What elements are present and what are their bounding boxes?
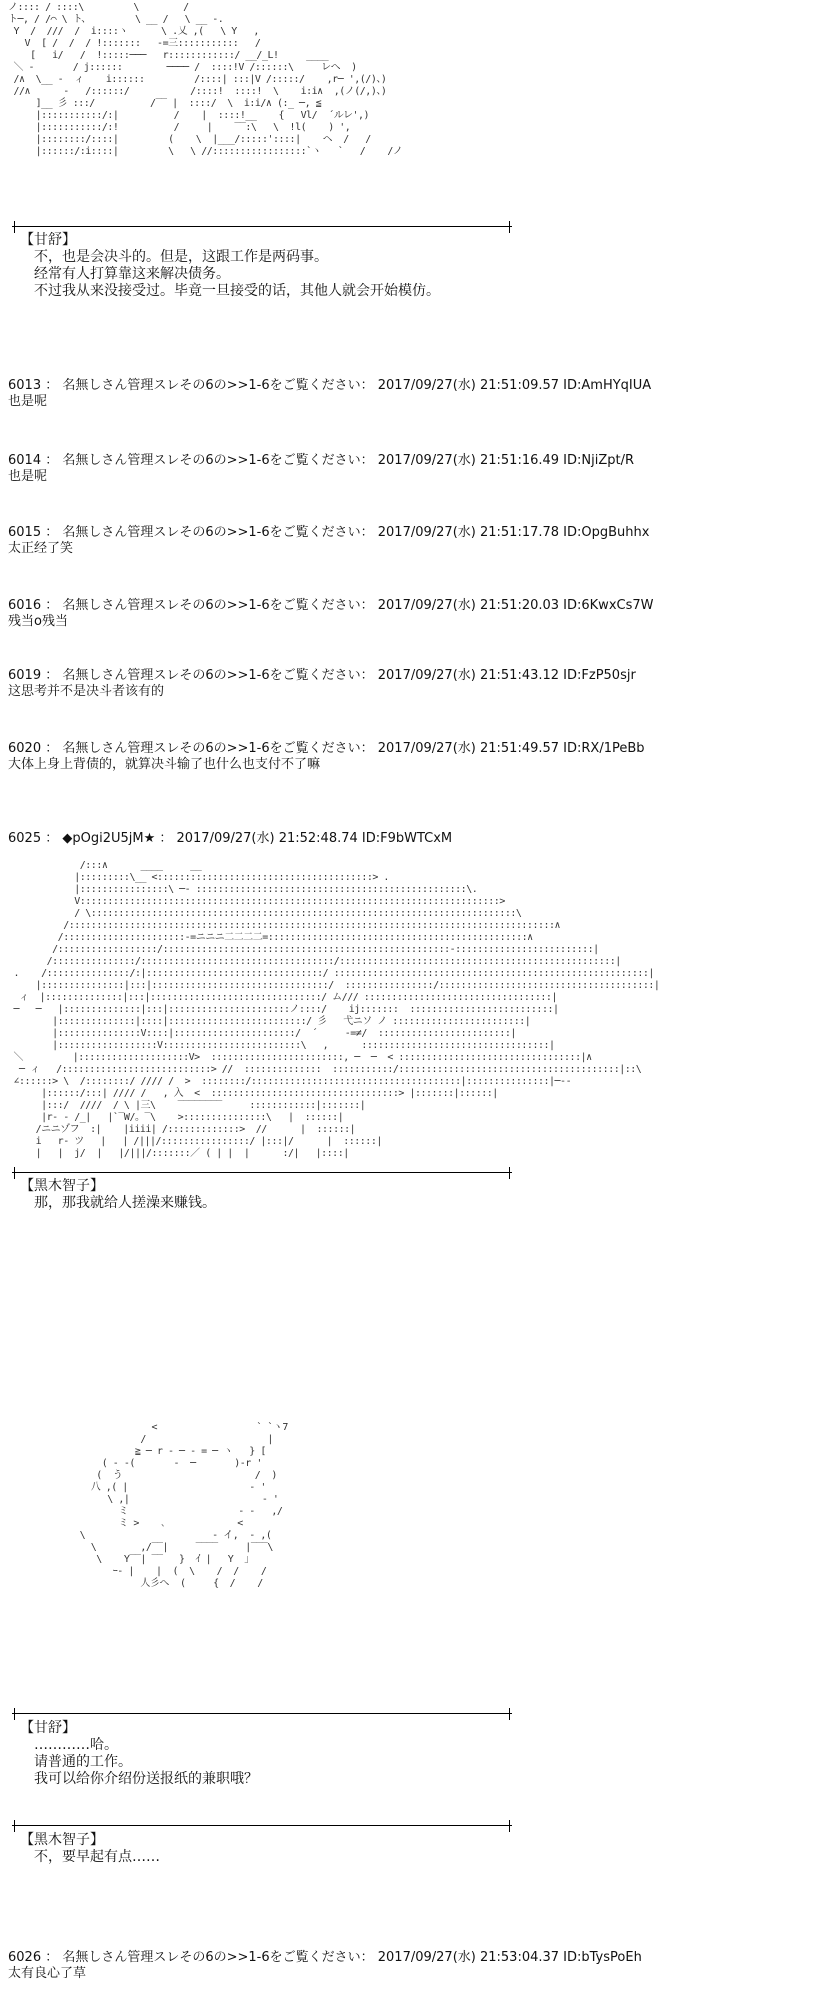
post-body: 太有良心了草 <box>8 1966 87 1981</box>
dialogue-line: …………哈。 <box>34 1737 118 1753</box>
post-body: 这思考并不是决斗者该有的 <box>8 684 165 699</box>
divider-tick <box>14 221 15 233</box>
divider-tick <box>14 1820 15 1832</box>
post-item <box>8 1950 642 1982</box>
post-header: 6025 ： ◆pOgi2U5jM★ ： 2017/09/27(水) 21:52:48.74 ID:F9bWTCxM <box>8 831 453 846</box>
post-body: 也是呢 <box>8 469 48 484</box>
ascii-art-2: /:::∧ ____ __ |:::::::::\__ <:::::::::::::::::::::::::::::::::::::::> . |::::::::::::::::\ ─‐ :::::::::::::::::::::::::::::::::::::::::::::::::\. V::::::::::::::::::::::::::::::::::::::::::::::::::::::::::::::::::::::::::::> / \:::::::::::::::::::::::::::::::::::::::::::::::::::::::::::::::::::::::::::::\ /::::::::::::::::::::::::::::::::::::::::::::::::::::::::::::::::::::::::::::::::::::::::∧ /::::::::::::::::::::::‐=ニニニ二二二二=:::::::::::::::::::::::::::::::::::::::::::::::∧ /::::::::::::::::::/::::::::::::::::::::::::::::::::::::::::::::::::::::‐:::::::::::::::::::::::::| /:::::::::::::::/:::::::::::::::::::::::::::::::::::/::::::::::::::::::::::::::::::::::::::::::::::::::| . /:::::::::::::::/:|::::::::::::::::::::::::::::::::/ :::::::::::::::::::::::::::::::::::::::::::::::::::::::::| |:::::::::::::::|:::|::::::::::::::::::::::::::::::::/ ::::::::::::::::/:::::::::::::::::::::::::::::::::::::::| ィ |::::::::::::::|:::|:::::::::::::::::::::::::::::::/ ム/// ::::::::::::::::::::::::::::::::::| ─ ─ |::::::::::::::|:::|::::::::::::::::::::::ノ::::/ ij::::::: ::::::::::::::::::::::::::| |::::::::::::::|::::|:::::::::::::::::::::::::/ 彡 弋ニソ ノ ::::::::::::::::::::::::| |:::::::::::::::V::::|::::::::::::::::::::::/ ´ ‐=≠/ ::::::::::::::::::::::::| |::::::::::::::::::V:::::::::::::::::::::::::\ , ::::::::::::::::::::::::::::::::::| ＼ |::::::::::::::::::::V> ::::::::::::::::::::::::, ─ ─ < :::::::::::::::::::::::::::::::::|∧ ─ ィ /:::::::::::::::::::::::::::> // :::::::::::::: :::::::::::/::::::::::::::::::::::::::::::::::::::::|::\ ∠::::::> \ /::::::::/ //// / > ::::::::/::::::::::::::::::::::::::::::::::::::|:::::::::::::::|─‐‐ |::::::/:::| //// / , 入 < ::::::::::::::::::::::::::::::::::> |:::::::|::::::| |:::/ //// / \ |三\ ‾‾‾‾‾‾‾‾ ::::::::::::|:::::::| |r‐ ‐ /_| |`‾W/。‾\ >:::::::::::::::\ | ::::::| /ニニゾフ :| |iiii| /:::::::::::::> // | ::::::| i r‐ ツ | | /|||/::::::::::::::::/ |:::|/ | ::::::| | | j/ | |/|||/:::::::／ ( | | | :/| |::::| <box>13 860 660 1159</box>
dialogue-line: 我可以给你介绍份送报纸的兼职哦？ <box>34 1771 258 1787</box>
divider-tick <box>14 1708 15 1720</box>
post-item <box>8 525 649 557</box>
divider-3 <box>12 1713 512 1714</box>
dialogue-block <box>20 232 440 300</box>
divider-tick <box>509 1708 510 1720</box>
post-header: 6014 ： 名無しさん管理スレその6の>>1-6をご覧ください： 2017/09/27(水) 21:51:16.49 ID:NjiZpt/R <box>8 453 635 468</box>
speaker-name: 【甘舒】 <box>20 232 76 248</box>
post-body: 也是呢 <box>8 394 48 409</box>
dialogue-line: 经常有人打算靠这来解决债务。 <box>34 266 230 282</box>
divider-1 <box>12 226 512 227</box>
dialogue-block <box>20 1832 160 1866</box>
post-header: 6013 ： 名無しさん管理スレその6の>>1-6をご覧ください： 2017/09/27(水) 21:51:09.57 ID:AmHYqIUA <box>8 378 652 393</box>
post-header: 6019 ： 名無しさん管理スレその6の>>1-6をご覧ください： 2017/09/27(水) 21:51:43.12 ID:FzP50sjr <box>8 668 636 683</box>
dialogue-block <box>20 1720 258 1788</box>
dialogue-block <box>20 1178 216 1212</box>
dialogue-line: 不，要早起有点…… <box>34 1849 160 1865</box>
post-item <box>8 598 654 630</box>
speaker-name: 【甘舒】 <box>20 1720 76 1736</box>
post-item <box>8 831 452 847</box>
divider-4 <box>12 1825 512 1826</box>
divider-tick <box>509 221 510 233</box>
dialogue-line: 不过我从来没接受过。毕竟一旦接受的话，其他人就会开始模仿。 <box>34 283 440 299</box>
ascii-art-1: ノ:::: / ::::\ \ / ト─, / /⌒ \ ト、 \ __ / \ __ -. Y / /// / i::::ヽ \ .乂 ,( \ Y , V [ / / / !::::::: -=三::::::::::: / [ i/ / !:::::─── r::::::::::::/ __/_L! ____ ＼ ‐ / j:::::: ──── / ::::!V /::::::\ レへ ) /∧ \__ ‐ ィ i:::::: /::::| :::|V /:::::/ ,r─ ',(/)、) //∧ ‐ /::::::/ /::::! ::::! \ i:i∧ ,(ノ(/,)、) ]__ 彡 :::/ /‾‾ | ::::/ \ i:i/∧ (:_ ─, ≦ |:::::::::::/:| / | ::::!__ { Vl/ ´ルレ',) |:::::::::::/:! / | ‾‾:\ \ !l( ) ', |::::::::/::::| ( \ |___/:::::'::::| ヘ / / |::::::/:i::::| \ \ //:::::::::::::::::`ヽ ` / /ノ <box>8 2 403 157</box>
post-item <box>8 378 651 410</box>
speaker-name: 【黑木智子】 <box>20 1832 104 1848</box>
divider-tick <box>509 1167 510 1179</box>
divider-2 <box>12 1172 512 1173</box>
post-item <box>8 741 645 773</box>
dialogue-line: 那，那我就给人搓澡来赚钱。 <box>34 1195 216 1211</box>
post-body: 大体上身上背债的，就算决斗输了也什么也支付不了嘛 <box>8 757 321 772</box>
post-body: 残当o残当 <box>8 614 68 629</box>
post-body: 太正经了笑 <box>8 541 74 556</box>
dialogue-line: 不，也是会决斗的。但是，这跟工作是两码事。 <box>34 249 328 265</box>
dialogue-line: 请普通的工作。 <box>34 1754 132 1770</box>
divider-tick <box>509 1820 510 1832</box>
divider-tick <box>14 1167 15 1179</box>
speaker-name: 【黑木智子】 <box>20 1178 104 1194</box>
post-item <box>8 668 636 700</box>
post-header: 6016 ： 名無しさん管理スレその6の>>1-6をご覧ください： 2017/09/27(水) 21:51:20.03 ID:6KwxCs7W <box>8 598 654 613</box>
post-header: 6026 ： 名無しさん管理スレその6の>>1-6をご覧ください： 2017/09/27(水) 21:53:04.37 ID:bTysPoEh <box>8 1950 642 1965</box>
ascii-art-3: < ` `ヽ7 / | ≧ ─ r ‐ ─ ‐ = ─ ヽ } [ ( ‐ ‐( ‐ ─ )‐r ' ( う / ) 八 ,( | ‐ ' \ ,| - ' ミ ‐ ‐ ,/ ミ > ､ < \ ‐ イ, ‐ ,( \ ,/‾‾| ‾‾‾‾ |‾‾‾\ \ Y‾‾| ‾‾ } ｲ | Y ｣ ｰ‐ | | ( \ / / / 人彡へ ( { / / <box>79 1422 288 1589</box>
post-item <box>8 453 634 485</box>
post-header: 6015 ： 名無しさん管理スレその6の>>1-6をご覧ください： 2017/09/27(水) 21:51:17.78 ID:OpgBuhhx <box>8 525 650 540</box>
post-header: 6020 ： 名無しさん管理スレその6の>>1-6をご覧ください： 2017/09/27(水) 21:51:49.57 ID:RX/1PeBb <box>8 741 645 756</box>
